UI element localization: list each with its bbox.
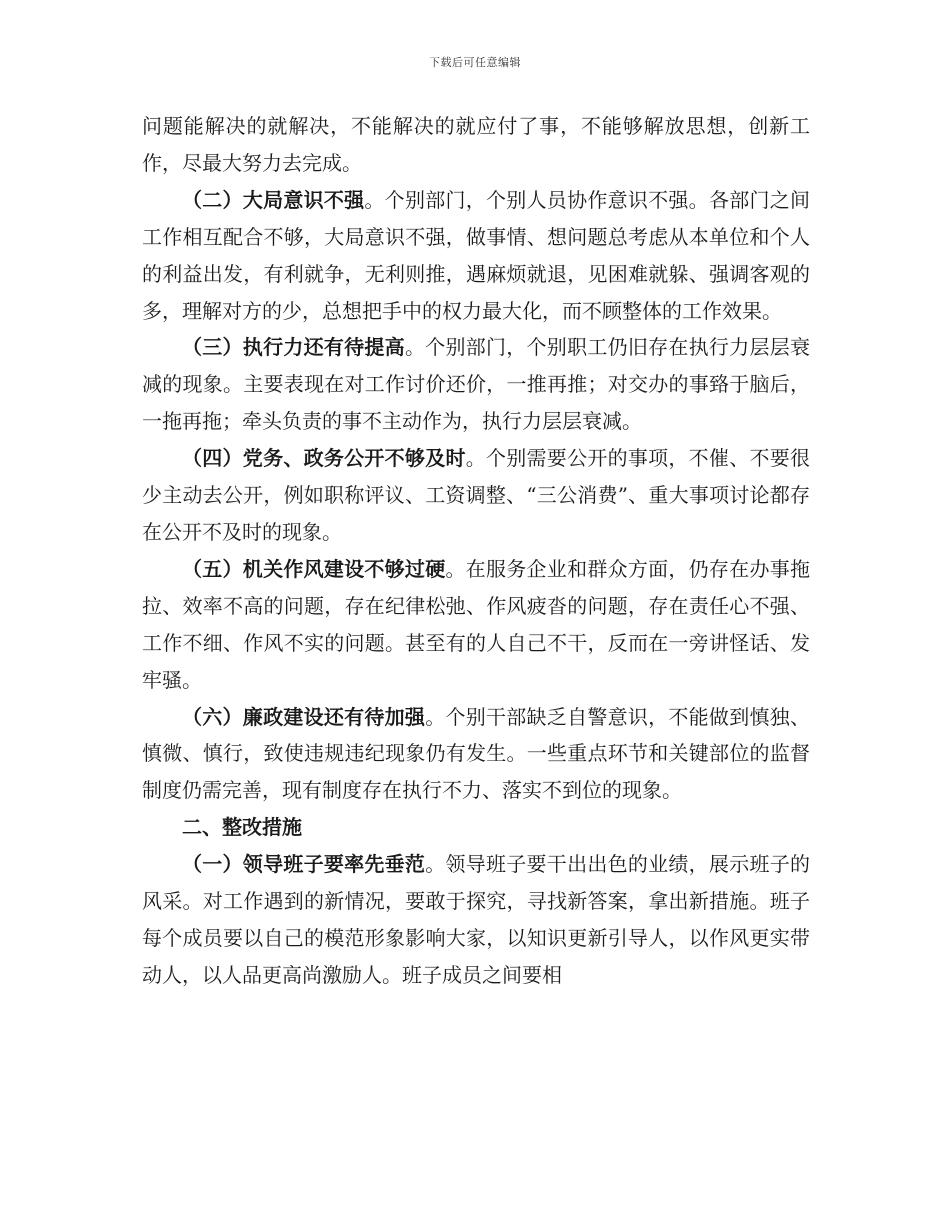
paragraph-text: 。个别干部缺乏自警意识，不能做到慎独、慎微、慎行，致使违规违纪现象仍有发生。一些重点环节和关键部位的监督制度仍需完善，现有制度存在执行不力、落实不到位的现象。 [142, 704, 811, 803]
paragraph-item-2 [142, 182, 810, 330]
paragraph-lead: （三）执行力还有待提高 [182, 335, 405, 360]
section-heading: 二、整改措施 [182, 815, 302, 840]
paragraph-continued [142, 108, 810, 182]
page-header: 下载后可任意编辑 [429, 56, 521, 69]
paragraph-text: 。在服务企业和群众方面，仍存在办事拖拉、效率不高的问题，存在纪律松弛、作风疲沓的问题，存在责任心不强、工作不细、作风不实的问题。甚至有的人自己不干，反而在一旁讲怪话、发牢骚。 [142, 556, 811, 692]
document-body [142, 108, 810, 994]
paragraph-lead: （六）廉政建设还有待加强 [182, 704, 426, 729]
paragraph-item-5 [142, 551, 810, 699]
paragraph-text: 。个别部门，个别职工仍旧存在执行力层层衰减的现象。主要表现在对工作讨价还价，一推再推；对交办的事臵于脑后，一拖再拖；牵头负责的事不主动作为，执行力层层衰减。 [142, 335, 811, 434]
paragraph-text: 。个别需要公开的事项，不催、不要很少主动去公开，例如职称评议、工资调整、“三公消费”、重大事项讨论都存在公开不及时的现象。 [142, 446, 811, 544]
paragraph-item-3 [142, 329, 810, 440]
paragraph-text: 。领导班子要干出出色的业绩，展示班子的风采。对工作遇到的新情况，要敢于探究，寻找新答案，拿出新措施。班子每个成员要以自己的模范形象影响大家，以知识更新引导人，以作风更实带动人，以人品更高尚激励人。班子成员之间要相 [142, 852, 811, 987]
paragraph-measure-1 [142, 846, 810, 994]
paragraph-text: 问题能解决的就解决，不能解决的就应付了事，不能够解放思想，创新工作，尽最大努力去完成。 [142, 114, 810, 175]
paragraph-lead: （四）党务、政务公开不够及时 [182, 446, 466, 471]
paragraph-text: 。个别部门，个别人员协作意识不强。各部门之间工作相互配合不够，大局意识不强，做事情、想问题总考虑从本单位和个人的利益出发，有利就争，无利则推，遇麻烦就退，见困难就躲、强调客观的多，理解对方的少，总想把手中的权力最大化，而不顾整体的工作效果。 [142, 187, 811, 323]
paragraph-lead: （五）机关作风建设不够过硬 [182, 556, 446, 581]
paragraph-lead: （一）领导班子要率先垂范 [182, 852, 426, 877]
paragraph-item-4 [142, 440, 810, 551]
paragraph-item-6 [142, 699, 810, 810]
paragraph-lead: （二）大局意识不强 [182, 187, 365, 212]
